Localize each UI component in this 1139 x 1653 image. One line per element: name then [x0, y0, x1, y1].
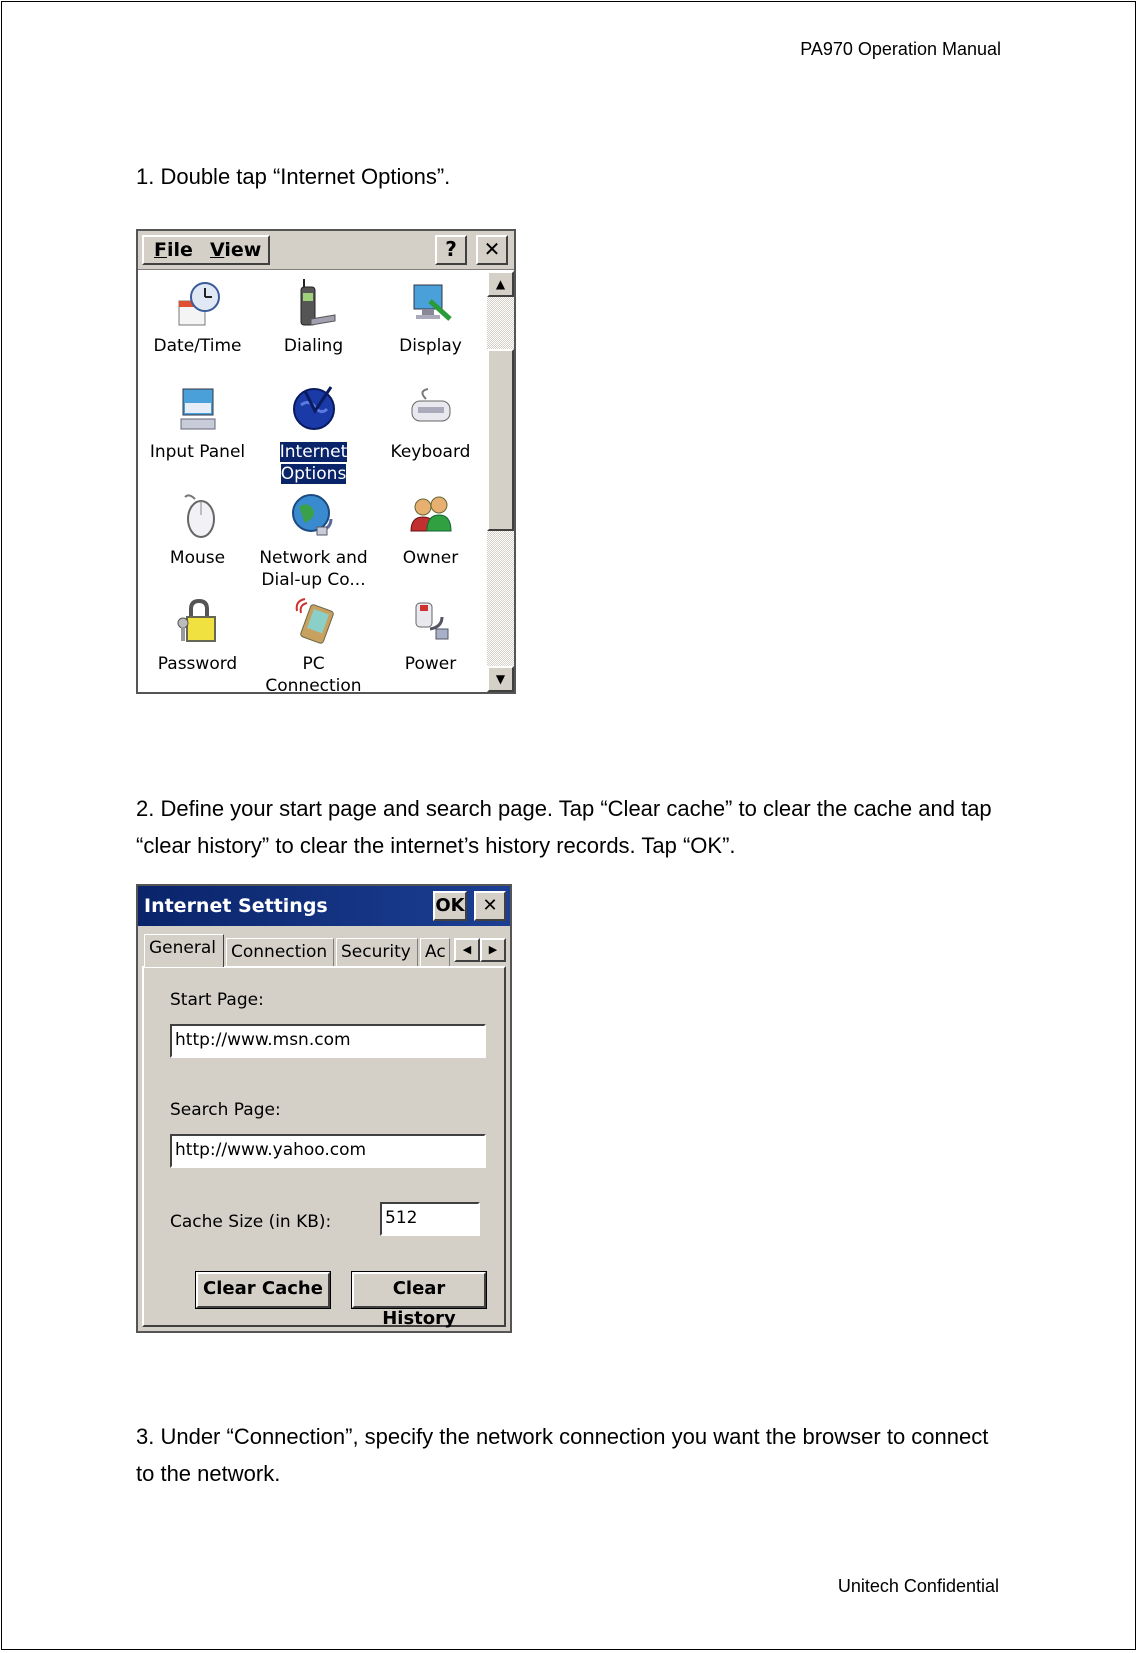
tab-connection[interactable]: Connection: [226, 938, 334, 966]
help-button[interactable]: ?: [435, 235, 467, 265]
users-icon: [408, 491, 454, 541]
tab-scroll-left-button[interactable]: ◀: [454, 938, 480, 962]
search-page-label: Search Page:: [170, 1100, 281, 1120]
item-label: Keyboard: [390, 442, 471, 462]
step-2-text: 2. Define your start page and search page. Tap “Clear cache” to clear the cache and tap “clear history” to clear the internet’s history records. Tap “OK”.: [136, 796, 992, 858]
password-item[interactable]: [140, 597, 255, 675]
menu-bar: [138, 231, 514, 270]
item-label: Internet Options: [279, 442, 348, 484]
monitor-brush-icon: [408, 279, 454, 329]
item-label: Input Panel: [149, 442, 246, 462]
start-page-input[interactable]: http://www.msn.com: [170, 1024, 486, 1058]
item-label: Display: [399, 336, 462, 356]
menu-box: [142, 235, 270, 265]
scroll-up-button[interactable]: ▲: [487, 271, 514, 297]
internet-globe-icon: [291, 385, 337, 435]
step-3-text: 3. Under “Connection”, specify the network connection you want the browser to connect to the network.: [136, 1424, 989, 1486]
file-menu[interactable]: File: [154, 239, 193, 261]
pda-icon: [291, 597, 337, 647]
tab-scroll-right-button[interactable]: ▶: [480, 938, 506, 962]
power-plug-icon: [408, 597, 454, 647]
item-label: PC Connection: [265, 654, 362, 694]
item-label: Power: [404, 654, 457, 674]
mouse-item[interactable]: [140, 491, 255, 569]
scroll-down-button[interactable]: ▼: [487, 666, 514, 692]
page-header: PA970 Operation Manual: [800, 39, 1001, 59]
search-page-input[interactable]: http://www.yahoo.com: [170, 1134, 486, 1168]
internet-settings-screenshot: [136, 884, 512, 1333]
start-page-label: Start Page:: [170, 990, 264, 1010]
internet-options-item[interactable]: [256, 385, 371, 485]
control-panel-grid: [138, 271, 485, 692]
item-label: Password: [157, 654, 238, 674]
tab-general[interactable]: General: [144, 934, 224, 967]
power-item[interactable]: [373, 597, 488, 675]
dialog-close-button[interactable]: ✕: [474, 891, 506, 921]
control-panel-screenshot: [136, 229, 516, 694]
item-label: Network and Dial-up Co...: [259, 548, 368, 590]
tab-security[interactable]: Security: [336, 938, 418, 966]
close-button[interactable]: ✕: [476, 235, 508, 265]
display-item[interactable]: [373, 279, 488, 357]
network-globe-icon: [291, 491, 337, 541]
cache-size-label: Cache Size (in KB):: [170, 1212, 332, 1232]
cache-size-input[interactable]: 512: [380, 1202, 480, 1236]
item-label: Owner: [402, 548, 459, 568]
padlock-icon: [175, 597, 221, 647]
view-menu[interactable]: View: [210, 239, 262, 261]
tab-strip: [142, 934, 506, 964]
input-panel-item[interactable]: [140, 385, 255, 463]
owner-item[interactable]: [373, 491, 488, 569]
network-item[interactable]: [256, 491, 371, 591]
date-time-item[interactable]: [140, 279, 255, 357]
clear-cache-button[interactable]: Clear Cache: [196, 1272, 330, 1308]
mouse-icon: [175, 491, 221, 541]
item-label: Date/Time: [153, 336, 242, 356]
pc-connection-item[interactable]: [256, 597, 371, 694]
page-footer: Unitech Confidential: [837, 1576, 999, 1596]
phone-icon: [291, 279, 337, 329]
ok-button[interactable]: OK: [433, 891, 467, 921]
item-label: Mouse: [169, 548, 226, 568]
tab-advanced[interactable]: Ac: [420, 938, 450, 966]
dialing-item[interactable]: [256, 279, 371, 357]
clock-calendar-icon: [175, 279, 221, 329]
vertical-scrollbar[interactable]: [487, 271, 514, 692]
clear-history-button[interactable]: Clear History: [352, 1272, 486, 1308]
keyboard-screen-icon: [175, 385, 221, 435]
dialog-title-text: Internet Settings: [144, 895, 328, 917]
scroll-thumb[interactable]: [487, 349, 514, 531]
keyboard-item[interactable]: [373, 385, 488, 463]
step-1-text: 1. Double tap “Internet Options”.: [136, 164, 451, 189]
general-tab-panel: [142, 966, 506, 1327]
keyboard-icon: [408, 385, 454, 435]
item-label: Dialing: [283, 336, 344, 356]
